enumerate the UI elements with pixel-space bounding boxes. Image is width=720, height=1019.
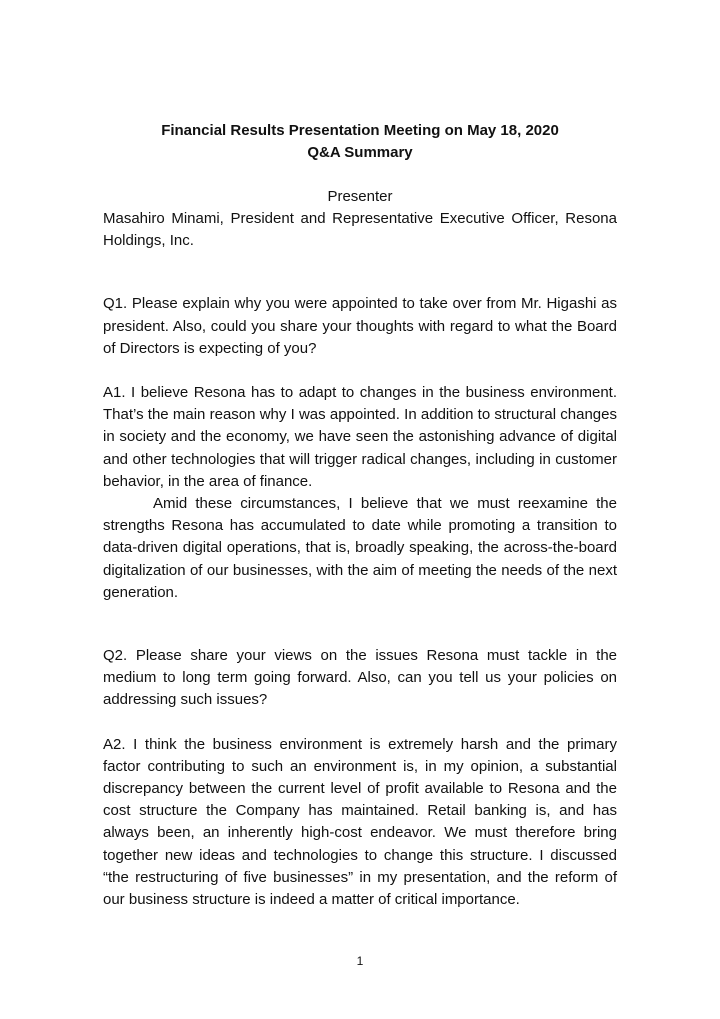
spacer [103,252,617,293]
document-page [103,120,617,911]
spacer [103,164,617,186]
document-title-line2: Q&A Summary [307,144,413,161]
answer-1-paragraph-2: Amid these circumstances, I believe that we must reexamine the strengths Resona has accumulated to date while promoting a transition to data-driven digital operations, that is, broadly speaking, the across-the-board digitalization of our businesses, with the aim of meeting the needs of the next generation. [103,495,617,601]
question-2: Q2. Please share your views on the issues Resona must tackle in the medium to long term going forward. Also, can you tell us your policies on addressing such issues? [103,647,617,709]
answer-2-paragraph-1: A2. I think the business environment is extremely harsh and the primary factor contributing to such an environment is, in my opinion, a substantial discrepancy between the current level of profit available to Resona and the cost structure the Company has maintained. Retail banking is, and has always been, an inherently high-cost endeavor. We must therefore bring together new ideas and technologies to change this structure. I discussed “the restructuring of five businesses” in my presentation, and the reform of our business structure is indeed a matter of critical importance. [103,735,617,909]
spacer [103,604,617,645]
spacer [103,360,617,382]
question-1: Q1. Please explain why you were appointed to take over from Mr. Higashi as president. Also, could you share your thoughts with regard to what the Board of Directors is expecting of you? [103,295,617,357]
spacer [103,712,617,734]
document-title-line1: Financial Results Presentation Meeting on May 18, 2020 [161,122,559,139]
answer-1-paragraph-1: A1. I believe Resona has to adapt to changes in the business environment. That’s the main reason why I was appointed. In addition to structural changes in society and the economy, we have seen the astonishing advance of digital and other technologies that will trigger radical changes, including in customer behavior, in the area of finance. [103,384,617,490]
presenter-label: Presenter [327,188,393,205]
presenter-name: Masahiro Minami, President and Representative Executive Officer, Resona Holdings, Inc. [103,210,617,250]
page-number: 1 [356,954,364,968]
